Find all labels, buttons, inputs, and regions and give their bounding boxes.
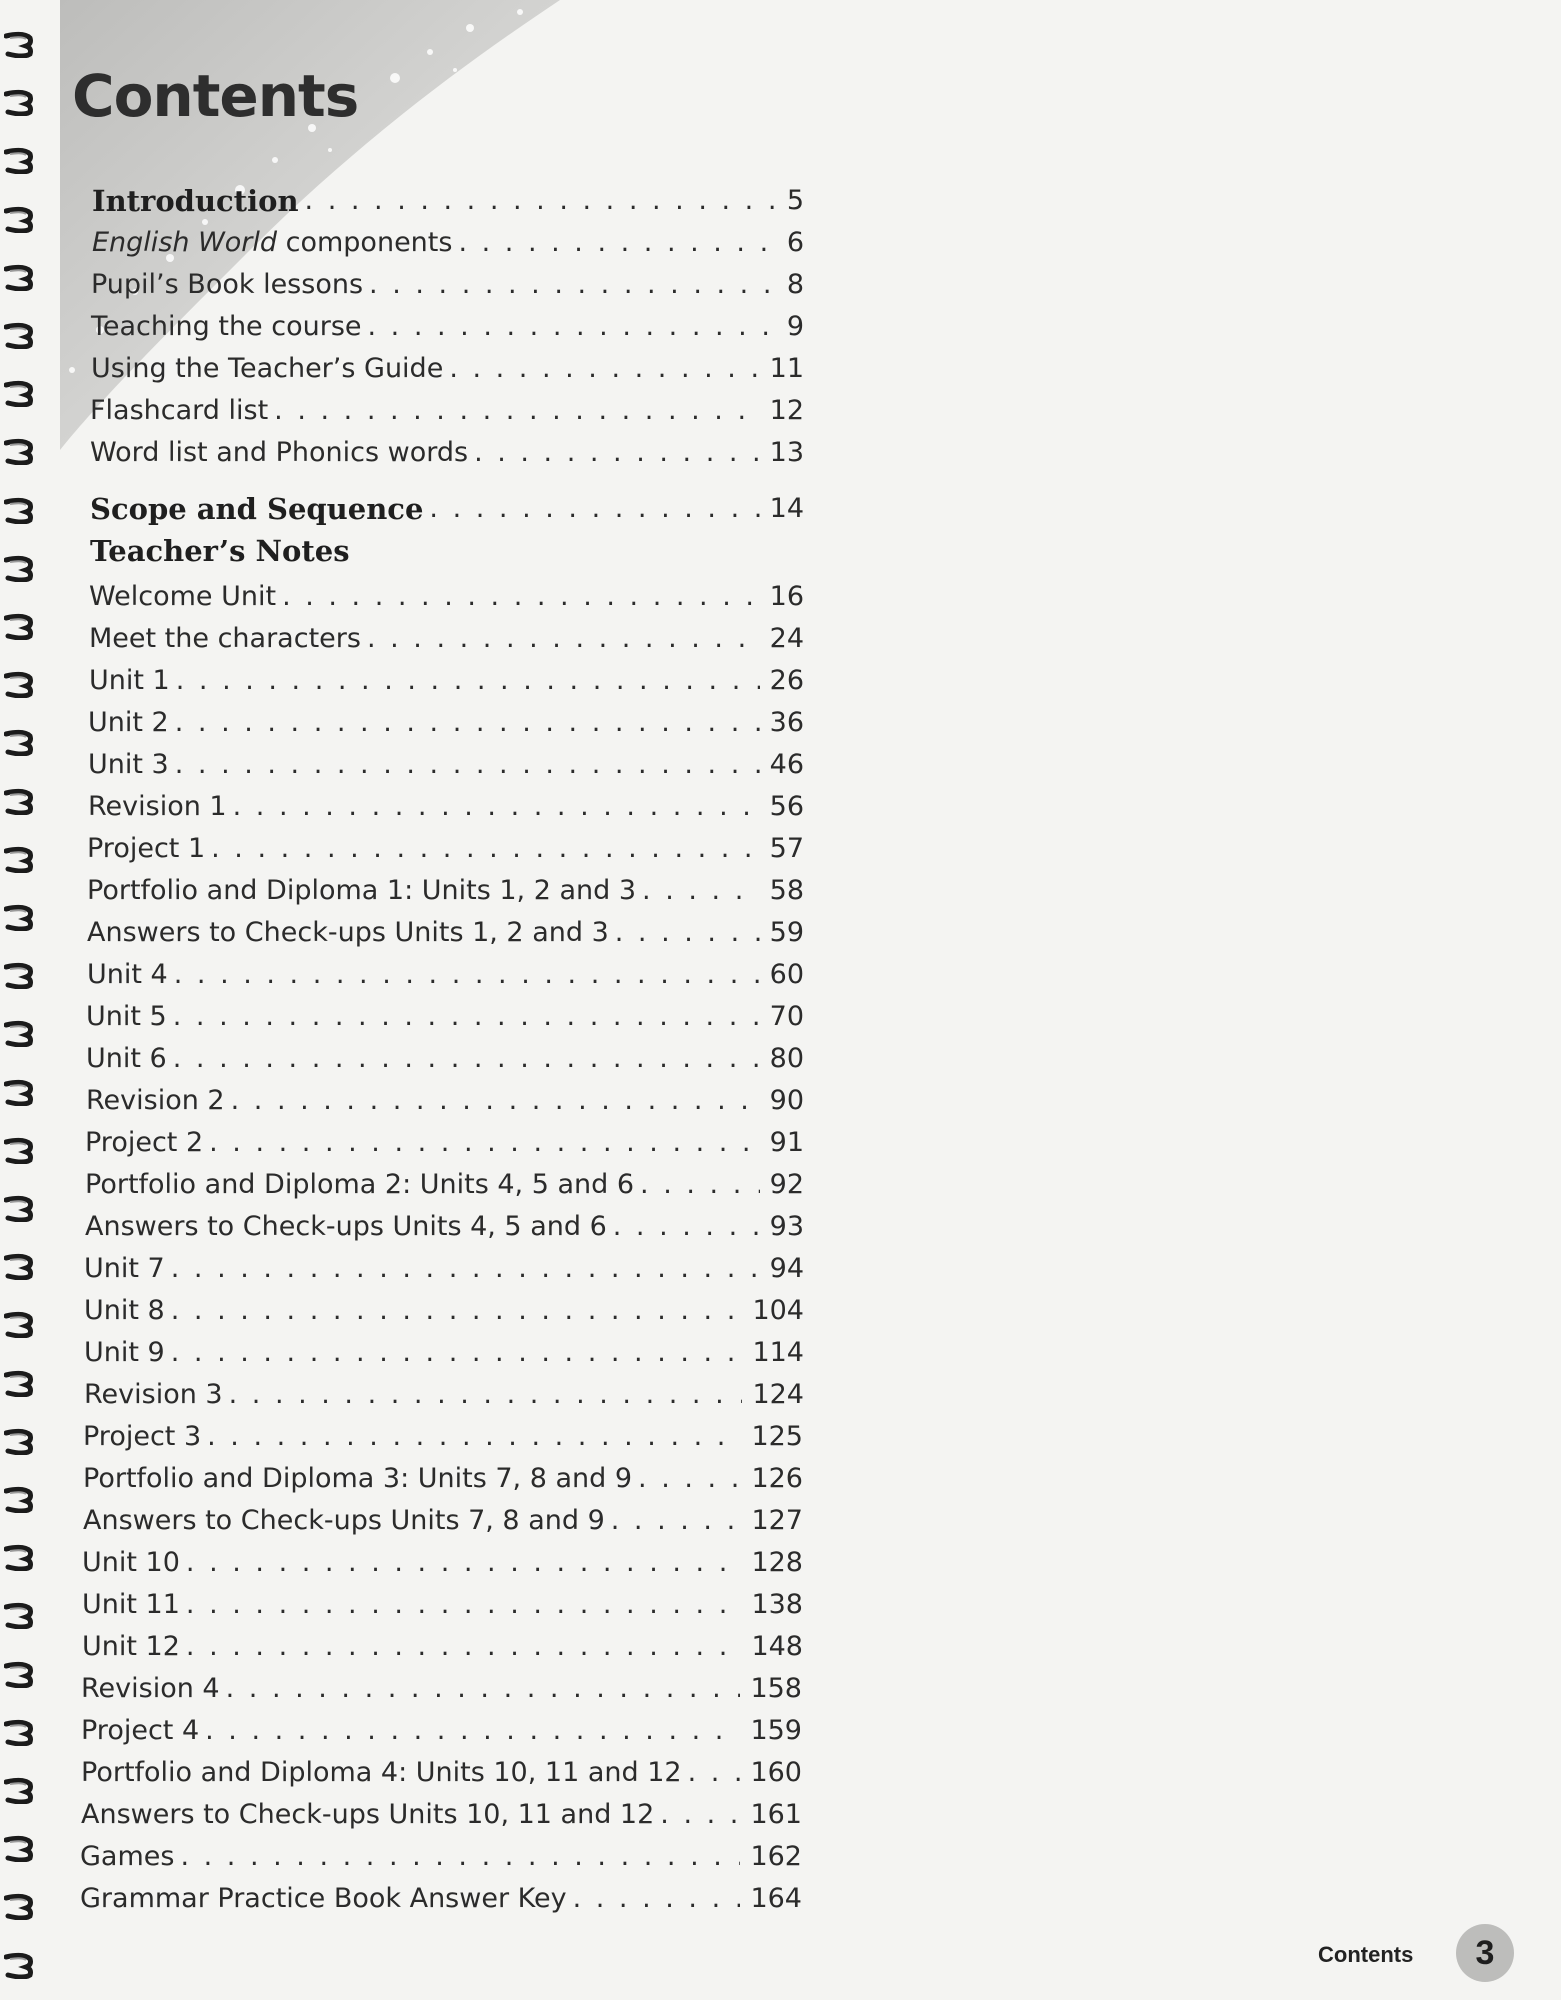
toc-entry-page: 91	[769, 1127, 804, 1158]
dot-leader	[573, 1882, 741, 1916]
toc-entry-page: 56	[769, 791, 804, 822]
dot-leader	[613, 1210, 760, 1244]
dot-leader	[186, 1588, 742, 1622]
section-heading: Teacher’s Notes	[90, 534, 350, 568]
dot-leader	[367, 622, 760, 656]
page-number-badge	[1456, 1924, 1514, 1982]
toc-entry[interactable]	[82, 1586, 803, 1622]
toc-entry[interactable]	[81, 1712, 802, 1748]
toc-entry[interactable]	[86, 998, 804, 1034]
toc-entry[interactable]	[81, 1796, 802, 1832]
dot-leader	[205, 1714, 740, 1748]
toc-entry-page: 159	[750, 1715, 802, 1746]
toc-entry-title: Project 2	[85, 1127, 204, 1158]
toc-entry[interactable]	[85, 1124, 804, 1160]
toc-entry-title: Revision 1	[88, 791, 227, 822]
toc-entry-title: Unit 6	[86, 1043, 167, 1074]
toc-entry[interactable]	[81, 1754, 802, 1790]
toc-entry-title: Unit 3	[88, 749, 169, 780]
toc-entry-title: Unit 12	[82, 1631, 180, 1662]
toc-entry-page: 59	[769, 917, 804, 948]
toc-entry-page: 13	[769, 437, 804, 468]
dot-leader	[174, 958, 760, 992]
dot-leader	[458, 226, 776, 260]
toc-entry-title: Unit 11	[82, 1589, 180, 1620]
toc-entry[interactable]	[82, 1628, 803, 1664]
toc-entry-title: Meet the characters	[89, 623, 361, 654]
toc-entry[interactable]	[84, 1250, 804, 1286]
toc-entry-title: Revision 3	[84, 1379, 223, 1410]
footer-section-label: Contents	[1318, 1942, 1414, 1967]
toc-entry-title: Unit 7	[84, 1253, 165, 1284]
toc-entry[interactable]	[91, 308, 804, 344]
dot-leader	[369, 268, 777, 302]
toc-entry-title: Project 1	[87, 833, 206, 864]
toc-entry-page: 14	[769, 493, 804, 524]
toc-entry-page: 60	[769, 959, 804, 990]
dot-leader	[305, 184, 777, 218]
toc-entry-title: Unit 5	[86, 1001, 167, 1032]
toc-entry[interactable]	[82, 1544, 803, 1580]
toc-entry[interactable]	[89, 620, 804, 656]
toc-entry-title: Word list and Phonics words	[90, 437, 469, 468]
toc-entry-page: 8	[786, 269, 804, 300]
toc-entry-title: Unit 9	[84, 1337, 165, 1368]
dot-leader	[449, 352, 759, 386]
toc-entry-page: 80	[769, 1043, 804, 1074]
toc-entry[interactable]	[91, 350, 804, 386]
dot-leader	[688, 1756, 741, 1790]
toc-entry-title: Scope and Sequence	[90, 492, 424, 526]
toc-entry-page: 104	[752, 1295, 804, 1326]
toc-entry-title: Portfolio and Diploma 4: Units 10, 11 and 12	[81, 1757, 682, 1788]
toc-entry-title: Project 4	[81, 1715, 200, 1746]
dot-leader	[171, 1252, 760, 1286]
toc-entry[interactable]	[80, 1880, 802, 1916]
dot-leader	[171, 1294, 743, 1328]
dot-leader	[368, 310, 777, 344]
dot-leader	[171, 1336, 743, 1370]
dot-leader	[229, 1378, 743, 1412]
toc-entry-page: 90	[769, 1085, 804, 1116]
dot-leader	[282, 580, 760, 614]
dot-leader	[186, 1546, 742, 1580]
toc-entry-page: 11	[769, 353, 804, 384]
toc-entry-page: 93	[769, 1211, 804, 1242]
toc-entry-title: Answers to Check-ups Units 7, 8 and 9	[83, 1505, 605, 1536]
dot-leader	[615, 916, 760, 950]
toc-entry-page: 92	[769, 1169, 804, 1200]
toc-entry[interactable]	[87, 830, 804, 866]
toc-entry-page: 12	[769, 395, 804, 426]
toc-entry[interactable]	[88, 746, 804, 782]
toc-entry[interactable]	[87, 872, 804, 908]
toc-entry-title: Games	[80, 1841, 175, 1872]
toc-entry-page: 126	[751, 1463, 803, 1494]
toc-entry[interactable]	[84, 1334, 804, 1370]
toc-entry[interactable]	[92, 224, 804, 260]
toc-entry-title: Unit 2	[88, 707, 169, 738]
toc-entry-title: Project 3	[83, 1421, 202, 1452]
toc-entry-title: Answers to Check-ups Units 4, 5 and 6	[85, 1211, 607, 1242]
toc-entry[interactable]	[87, 956, 804, 992]
toc-entry-title	[92, 226, 458, 260]
dot-leader	[209, 1126, 760, 1160]
dot-leader	[474, 436, 760, 470]
toc-entry-title: Answers to Check-ups Units 1, 2 and 3	[87, 917, 609, 948]
page-number: 3	[1475, 1933, 1495, 1972]
toc-entry[interactable]	[90, 434, 804, 470]
toc-entry-page: 16	[769, 581, 804, 612]
toc-entry[interactable]	[89, 578, 804, 614]
toc-entry-title-italic: English World	[92, 227, 278, 258]
dot-leader	[642, 874, 760, 908]
dot-leader	[611, 1504, 742, 1538]
toc-entry-page: 114	[752, 1337, 804, 1368]
toc-entry[interactable]	[84, 1376, 804, 1412]
dot-leader	[226, 1672, 741, 1706]
dot-leader	[640, 1168, 760, 1202]
dot-leader	[211, 832, 760, 866]
toc-entry-page: 160	[750, 1757, 802, 1788]
toc-entry[interactable]	[87, 914, 804, 950]
toc-entry[interactable]	[83, 1418, 803, 1454]
toc-entry[interactable]	[90, 490, 804, 526]
dot-leader	[429, 492, 759, 526]
toc-entry[interactable]	[84, 1292, 804, 1328]
toc-entry-page: 138	[751, 1589, 803, 1620]
dot-leader	[233, 790, 760, 824]
dot-leader	[207, 1420, 741, 1454]
toc-entry[interactable]	[85, 1208, 804, 1244]
toc-entry-title: Unit 4	[87, 959, 168, 990]
toc-entry-page: 57	[769, 833, 804, 864]
toc-entry-page: 46	[769, 749, 804, 780]
toc-entry[interactable]	[90, 392, 804, 428]
dot-leader	[175, 748, 760, 782]
toc-entry[interactable]	[86, 1040, 804, 1076]
toc-entry-title: Teaching the course	[91, 311, 362, 342]
toc-entry-page: 58	[769, 875, 804, 906]
toc-entry[interactable]	[92, 182, 804, 218]
toc-entry[interactable]	[81, 1670, 802, 1706]
page-title: Contents	[72, 62, 359, 130]
toc-entry-title: Unit 1	[89, 665, 170, 696]
toc-entry-page: 26	[769, 665, 804, 696]
toc-entry-title: Answers to Check-ups Units 10, 11 and 12	[81, 1799, 655, 1830]
toc-entry-page: 70	[769, 1001, 804, 1032]
toc-entry[interactable]	[80, 1838, 802, 1874]
toc-entry-page: 148	[751, 1631, 803, 1662]
dot-leader	[638, 1462, 741, 1496]
toc-entry-title: Portfolio and Diploma 3: Units 7, 8 and 9	[83, 1463, 633, 1494]
toc-entry-page: 164	[750, 1883, 802, 1914]
toc-entry-title: Flashcard list	[90, 395, 269, 426]
toc-entry-page: 128	[751, 1547, 803, 1578]
toc-entry-page: 162	[750, 1841, 802, 1872]
dot-leader	[175, 706, 760, 740]
toc-entry[interactable]	[86, 1082, 804, 1118]
toc-entry-page: 24	[769, 623, 804, 654]
toc-entry[interactable]	[83, 1460, 803, 1496]
toc-entry-page: 9	[786, 311, 804, 342]
dot-leader	[173, 1000, 760, 1034]
toc-entry-title: Using the Teacher’s Guide	[91, 353, 444, 384]
toc-entry-title: Unit 10	[82, 1547, 180, 1578]
toc-entry-page: 6	[786, 227, 804, 258]
dot-leader	[186, 1630, 742, 1664]
toc-entry-page: 5	[786, 185, 804, 216]
toc-entry[interactable]	[88, 788, 804, 824]
toc-entry-title: Portfolio and Diploma 2: Units 4, 5 and 6	[85, 1169, 635, 1200]
toc-entry-title: Welcome Unit	[89, 581, 277, 612]
toc-entry[interactable]	[83, 1502, 803, 1538]
toc-entry-page: 158	[750, 1673, 802, 1704]
toc-entry-title-rest: components	[277, 227, 453, 258]
toc-entry[interactable]	[91, 266, 804, 302]
toc-entry-title: Introduction	[92, 184, 299, 218]
toc-entry-title: Unit 8	[84, 1295, 165, 1326]
toc-entry-page: 127	[751, 1505, 803, 1536]
toc-entry-page: 161	[750, 1799, 802, 1830]
toc-entry[interactable]	[88, 704, 804, 740]
dot-leader	[173, 1042, 760, 1076]
toc-entry-title: Revision 4	[81, 1673, 220, 1704]
toc-entry[interactable]	[85, 1166, 804, 1202]
dot-leader	[660, 1798, 740, 1832]
toc-entry-page: 125	[751, 1421, 803, 1452]
dot-leader	[274, 394, 759, 428]
dot-leader	[231, 1084, 760, 1118]
dot-leader	[180, 1840, 740, 1874]
toc-entry-page: 94	[769, 1253, 804, 1284]
toc-entry-title: Grammar Practice Book Answer Key	[80, 1883, 567, 1914]
toc-entry-title: Pupil’s Book lessons	[91, 269, 364, 300]
toc-entry-title: Portfolio and Diploma 1: Units 1, 2 and 3	[87, 875, 637, 906]
dot-leader	[176, 664, 760, 698]
toc-entry-page: 36	[769, 707, 804, 738]
toc-entry-page: 124	[752, 1379, 804, 1410]
toc-entry-title: Revision 2	[86, 1085, 225, 1116]
toc-entry[interactable]	[89, 662, 804, 698]
